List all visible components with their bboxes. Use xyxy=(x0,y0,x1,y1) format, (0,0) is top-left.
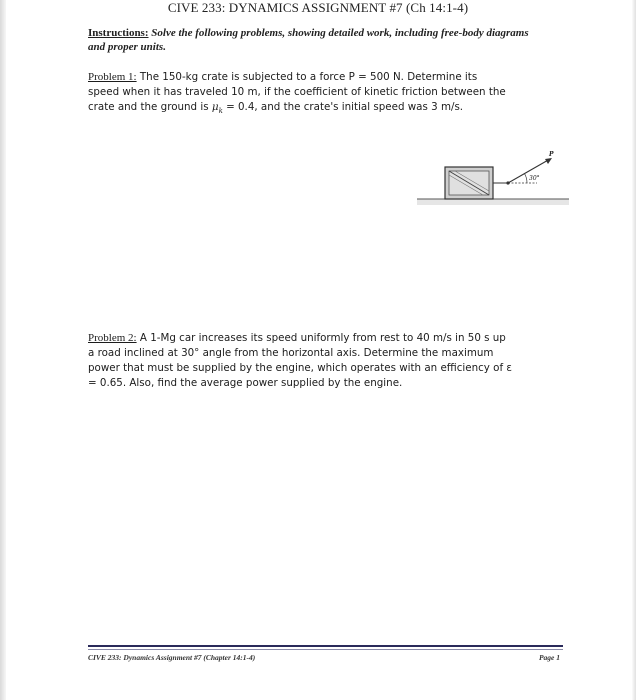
instructions-text: Solve the following problems, showing detailed work, including free-body diagrams and proper units. xyxy=(88,27,529,53)
angle-label: 30° xyxy=(529,175,540,182)
footer-page-number: Page 1 xyxy=(538,653,560,662)
problem-2-line-2: a road inclined at 30° angle from the horizontal axis. Determine the maximum xyxy=(88,347,494,359)
problem-2-label: Problem 2: xyxy=(88,332,137,344)
problem-1-line-3-post: = 0.4, and the crate's initial speed was 3 m/s. xyxy=(222,101,464,113)
angle-arc xyxy=(525,174,528,184)
problem-2-line-1: A 1-Mg car increases its speed uniformly from rest to 40 m/s in 50 s up xyxy=(139,332,506,344)
problem-1-line-3-pre: crate and the ground is xyxy=(88,101,212,113)
crate-diagram xyxy=(417,150,569,212)
mu-symbol: $\mu_k$ xyxy=(211,101,223,116)
mu-subscript: k xyxy=(218,107,223,116)
problem-1-line-1: The 150-kg crate is subjected to a force P = 500 N. Determine its xyxy=(139,71,478,83)
instructions-label: Instructions: xyxy=(88,27,149,39)
instructions-block xyxy=(88,26,538,54)
footer-rule-thin xyxy=(88,649,563,650)
problem-1 xyxy=(88,70,563,119)
footer-course: CIVE 233: Dynamics Assignment #7 (Chapter 14:1-4) xyxy=(88,653,256,662)
crate-figure xyxy=(417,150,569,212)
problem-1-label: Problem 1: xyxy=(88,71,137,83)
footer-rule xyxy=(88,645,563,647)
problem-2-line-4: = 0.65. Also, find the average power supplied by the engine. xyxy=(88,377,403,389)
page-shadow-right xyxy=(632,0,636,700)
ground xyxy=(417,199,569,205)
problem-2 xyxy=(88,331,563,391)
page-title: CIVE 233: DYNAMICS ASSIGNMENT #7 (Ch 14:1-4) xyxy=(167,0,469,15)
problem-2-line-3: power that must be supplied by the engine, which operates with an efficiency of ε xyxy=(88,362,512,374)
page-shadow-left xyxy=(0,0,6,700)
force-label: P xyxy=(549,151,554,158)
problem-1-line-2: speed when it has traveled 10 m, if the coefficient of kinetic friction between the xyxy=(88,86,506,98)
crate xyxy=(445,167,493,199)
